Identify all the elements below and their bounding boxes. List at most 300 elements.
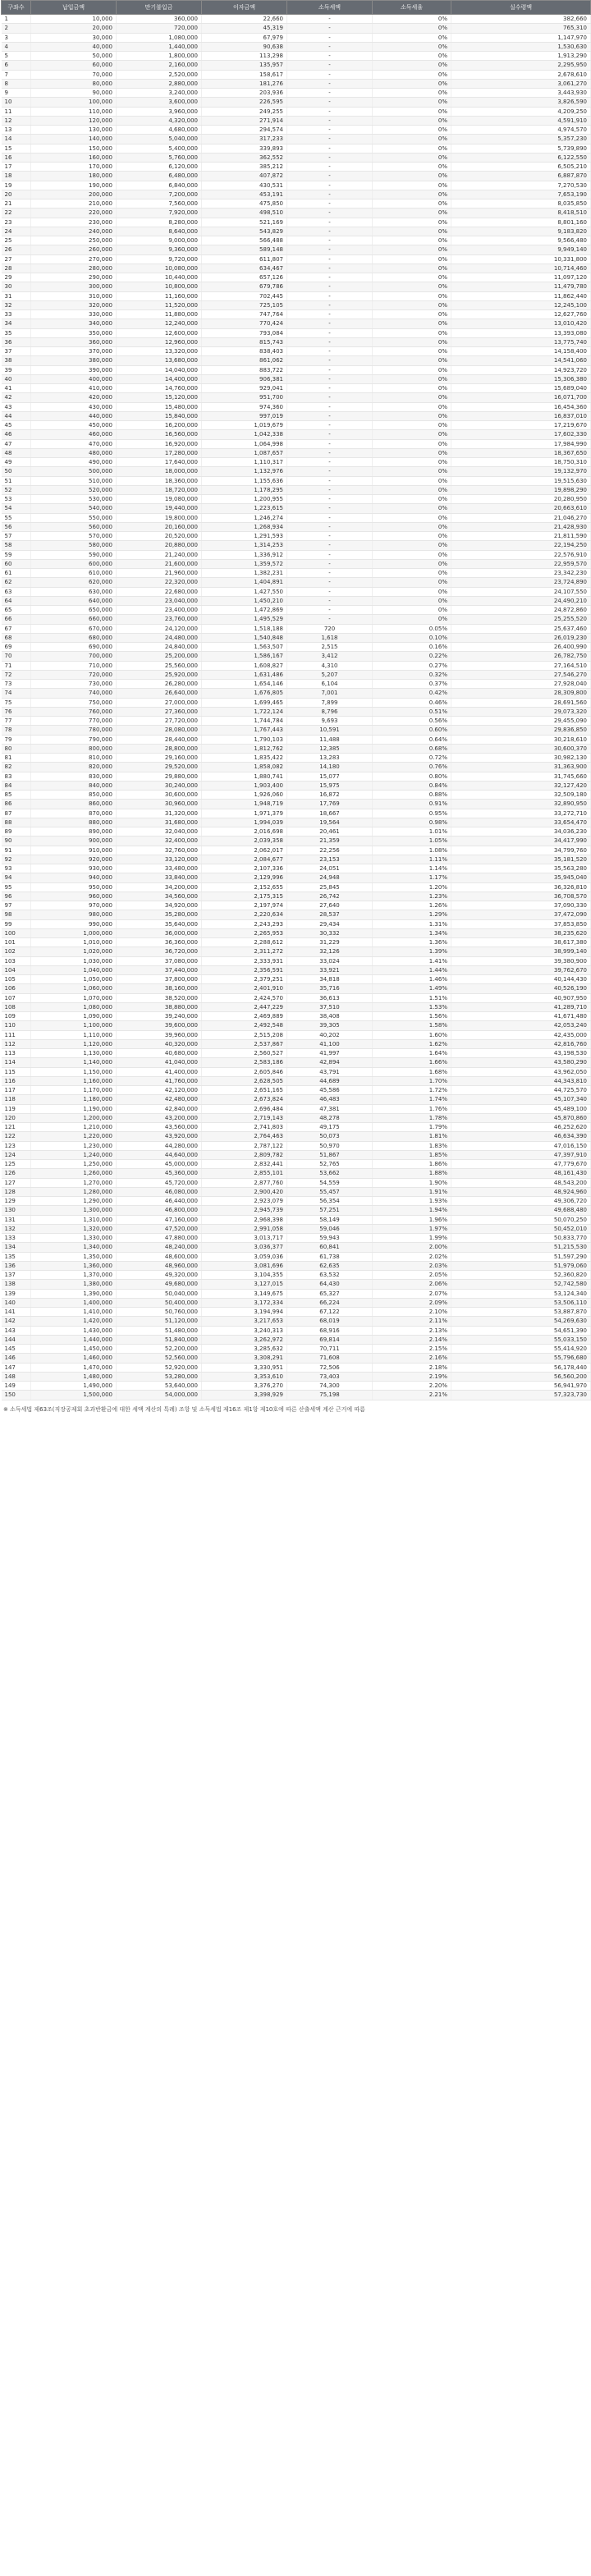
row-income-tax: 720 <box>287 624 373 633</box>
row-net-amount: 26,782,750 <box>451 652 591 661</box>
row-payment: 1,450,000 <box>31 1345 117 1354</box>
row-net-amount: 55,033,150 <box>451 1335 591 1344</box>
row-interest: 2,515,208 <box>202 1030 287 1039</box>
row-payment: 550,000 <box>31 513 117 522</box>
row-count: 40 <box>2 374 31 383</box>
row-tax-rate: 0.05% <box>373 624 451 633</box>
row-income-tax: - <box>287 291 373 300</box>
row-income-tax: - <box>287 541 373 550</box>
row-count: 21 <box>2 199 31 209</box>
row-payment: 380,000 <box>31 356 117 365</box>
table-row <box>2 624 591 633</box>
row-income-tax: 1,618 <box>287 633 373 642</box>
row-interest: 1,155,636 <box>202 476 287 485</box>
row-payment: 490,000 <box>31 458 117 467</box>
row-count: 117 <box>2 1086 31 1095</box>
row-payment: 1,270,000 <box>31 1178 117 1187</box>
table-row <box>2 384 591 393</box>
row-interest: 2,152,655 <box>202 882 287 892</box>
row-tax-rate: 0.72% <box>373 754 451 763</box>
row-net-amount: 17,984,990 <box>451 439 591 448</box>
row-count: 91 <box>2 846 31 855</box>
row-tax-rate: 0.22% <box>373 652 451 661</box>
row-payment: 530,000 <box>31 495 117 504</box>
row-count: 132 <box>2 1224 31 1233</box>
row-income-tax: 73,403 <box>287 1372 373 1381</box>
row-maturity-deposit: 36,720,000 <box>117 947 202 956</box>
row-net-amount: 57,323,730 <box>451 1391 591 1400</box>
row-payment: 270,000 <box>31 254 117 264</box>
row-maturity-deposit: 7,920,000 <box>117 209 202 218</box>
row-interest: 249,255 <box>202 107 287 116</box>
row-income-tax: - <box>287 374 373 383</box>
row-payment: 1,220,000 <box>31 1132 117 1141</box>
table-row <box>2 532 591 541</box>
row-income-tax: 60,841 <box>287 1243 373 1252</box>
row-net-amount: 37,090,330 <box>451 901 591 910</box>
table-row <box>2 1058 591 1067</box>
row-maturity-deposit: 47,880,000 <box>117 1234 202 1243</box>
row-income-tax: 46,483 <box>287 1095 373 1104</box>
table-row <box>2 24 591 33</box>
table-row <box>2 670 591 679</box>
row-tax-rate: 0% <box>373 181 451 190</box>
row-interest: 90,638 <box>202 42 287 51</box>
row-income-tax: 38,408 <box>287 1012 373 1021</box>
row-income-tax: 24,948 <box>287 873 373 882</box>
row-income-tax: - <box>287 532 373 541</box>
row-maturity-deposit: 48,960,000 <box>117 1261 202 1270</box>
row-count: 5 <box>2 52 31 61</box>
row-payment: 1,280,000 <box>31 1187 117 1196</box>
table-row <box>2 689 591 698</box>
table-row <box>2 1104 591 1113</box>
row-count: 24 <box>2 227 31 236</box>
row-net-amount: 29,836,850 <box>451 726 591 735</box>
row-interest: 3,398,929 <box>202 1391 287 1400</box>
row-income-tax: - <box>287 144 373 153</box>
row-maturity-deposit: 360,000 <box>117 15 202 24</box>
row-tax-rate: 0% <box>373 42 451 51</box>
row-net-amount: 24,872,860 <box>451 606 591 615</box>
table-row <box>2 356 591 365</box>
row-tax-rate: 1.76% <box>373 1104 451 1113</box>
row-net-amount: 54,651,390 <box>451 1326 591 1335</box>
row-interest: 2,379,251 <box>202 975 287 984</box>
row-income-tax: 8,796 <box>287 707 373 716</box>
row-payment: 540,000 <box>31 504 117 513</box>
row-interest: 1,042,338 <box>202 430 287 439</box>
row-maturity-deposit: 11,880,000 <box>117 310 202 319</box>
row-interest: 929,041 <box>202 384 287 393</box>
row-maturity-deposit: 33,480,000 <box>117 864 202 873</box>
header-maturity-deposit: 만기불입금 <box>117 1 202 15</box>
row-payment: 1,330,000 <box>31 1234 117 1243</box>
row-payment: 640,000 <box>31 596 117 605</box>
row-income-tax: 25,845 <box>287 882 373 892</box>
row-payment: 1,120,000 <box>31 1039 117 1048</box>
row-interest: 2,877,760 <box>202 1178 287 1187</box>
table-row <box>2 1012 591 1021</box>
row-income-tax: - <box>287 596 373 605</box>
table-row <box>2 439 591 448</box>
row-tax-rate: 1.31% <box>373 919 451 928</box>
row-maturity-deposit: 12,960,000 <box>117 337 202 346</box>
table-row <box>2 476 591 485</box>
row-net-amount: 40,144,430 <box>451 975 591 984</box>
row-tax-rate: 1.05% <box>373 837 451 846</box>
row-count: 140 <box>2 1298 31 1307</box>
row-count: 129 <box>2 1197 31 1206</box>
row-interest: 2,651,165 <box>202 1086 287 1095</box>
row-income-tax: 49,175 <box>287 1123 373 1132</box>
row-net-amount: 48,543,200 <box>451 1178 591 1187</box>
row-count: 127 <box>2 1178 31 1187</box>
row-income-tax: 51,867 <box>287 1150 373 1159</box>
row-payment: 940,000 <box>31 873 117 882</box>
row-maturity-deposit: 24,480,000 <box>117 633 202 642</box>
row-interest: 2,764,463 <box>202 1132 287 1141</box>
row-count: 39 <box>2 365 31 374</box>
row-net-amount: 25,255,520 <box>451 615 591 624</box>
table-row <box>2 910 591 919</box>
row-tax-rate: 1.60% <box>373 1030 451 1039</box>
row-payment: 1,340,000 <box>31 1243 117 1252</box>
table-row <box>2 1382 591 1391</box>
row-payment: 70,000 <box>31 70 117 79</box>
row-interest: 3,194,994 <box>202 1308 287 1317</box>
row-net-amount: 22,576,910 <box>451 550 591 559</box>
row-count: 75 <box>2 698 31 707</box>
row-net-amount: 35,181,520 <box>451 855 591 864</box>
row-maturity-deposit: 53,280,000 <box>117 1372 202 1381</box>
row-income-tax: - <box>287 347 373 356</box>
table-row <box>2 107 591 116</box>
table-row <box>2 485 591 494</box>
table-row <box>2 430 591 439</box>
row-interest: 951,700 <box>202 393 287 402</box>
table-row <box>2 827 591 837</box>
row-interest: 1,631,486 <box>202 670 287 679</box>
row-maturity-deposit: 3,960,000 <box>117 107 202 116</box>
row-count: 126 <box>2 1169 31 1178</box>
row-tax-rate: 1.83% <box>373 1141 451 1150</box>
row-net-amount: 18,750,310 <box>451 458 591 467</box>
row-payment: 60,000 <box>31 61 117 70</box>
row-payment: 140,000 <box>31 135 117 144</box>
row-maturity-deposit: 37,800,000 <box>117 975 202 984</box>
row-net-amount: 47,779,670 <box>451 1160 591 1169</box>
row-tax-rate: 1.49% <box>373 984 451 993</box>
row-income-tax: 29,434 <box>287 919 373 928</box>
row-tax-rate: 1.39% <box>373 947 451 956</box>
row-count: 71 <box>2 661 31 670</box>
row-interest: 997,019 <box>202 411 287 420</box>
row-payment: 990,000 <box>31 919 117 928</box>
table-row <box>2 273 591 282</box>
row-tax-rate: 2.20% <box>373 1382 451 1391</box>
row-payment: 400,000 <box>31 374 117 383</box>
row-income-tax: - <box>287 458 373 467</box>
row-tax-rate: 0.37% <box>373 680 451 689</box>
row-income-tax: - <box>287 70 373 79</box>
row-net-amount: 28,691,560 <box>451 698 591 707</box>
row-maturity-deposit: 30,960,000 <box>117 800 202 809</box>
row-maturity-deposit: 16,560,000 <box>117 430 202 439</box>
row-payment: 180,000 <box>31 172 117 181</box>
row-count: 74 <box>2 689 31 698</box>
row-interest: 815,743 <box>202 337 287 346</box>
table-row <box>2 70 591 79</box>
row-interest: 3,036,377 <box>202 1243 287 1252</box>
row-income-tax: 21,359 <box>287 837 373 846</box>
row-net-amount: 13,393,080 <box>451 328 591 337</box>
row-count: 86 <box>2 800 31 809</box>
row-payment: 580,000 <box>31 541 117 550</box>
row-count: 105 <box>2 975 31 984</box>
row-tax-rate: 1.58% <box>373 1021 451 1030</box>
row-maturity-deposit: 39,960,000 <box>117 1030 202 1039</box>
row-payment: 630,000 <box>31 587 117 596</box>
row-payment: 1,080,000 <box>31 1002 117 1011</box>
row-interest: 3,353,610 <box>202 1372 287 1381</box>
row-tax-rate: 0% <box>373 153 451 162</box>
row-count: 97 <box>2 901 31 910</box>
row-interest: 1,835,422 <box>202 754 287 763</box>
row-maturity-deposit: 2,880,000 <box>117 79 202 88</box>
row-payment: 970,000 <box>31 901 117 910</box>
row-interest: 2,628,505 <box>202 1076 287 1085</box>
row-payment: 1,410,000 <box>31 1308 117 1317</box>
row-count: 118 <box>2 1095 31 1104</box>
row-net-amount: 3,443,930 <box>451 89 591 98</box>
row-net-amount: 38,235,620 <box>451 928 591 937</box>
table-row <box>2 1169 591 1178</box>
row-maturity-deposit: 34,920,000 <box>117 901 202 910</box>
row-net-amount: 24,107,550 <box>451 587 591 596</box>
row-net-amount: 39,762,670 <box>451 965 591 974</box>
row-net-amount: 33,272,710 <box>451 809 591 818</box>
row-tax-rate: 0.32% <box>373 670 451 679</box>
row-tax-rate: 1.72% <box>373 1086 451 1095</box>
row-income-tax: 27,640 <box>287 901 373 910</box>
row-income-tax: 37,510 <box>287 1002 373 1011</box>
row-maturity-deposit: 38,520,000 <box>117 993 202 1002</box>
row-maturity-deposit: 28,080,000 <box>117 726 202 735</box>
row-net-amount: 22,959,570 <box>451 559 591 568</box>
row-maturity-deposit: 9,000,000 <box>117 236 202 245</box>
table-row <box>2 882 591 892</box>
row-interest: 521,169 <box>202 218 287 227</box>
row-maturity-deposit: 50,400,000 <box>117 1298 202 1307</box>
row-interest: 3,285,632 <box>202 1345 287 1354</box>
row-payment: 1,240,000 <box>31 1150 117 1159</box>
table-row <box>2 754 591 763</box>
row-payment: 1,110,000 <box>31 1030 117 1039</box>
row-tax-rate: 2.05% <box>373 1271 451 1280</box>
row-payment: 320,000 <box>31 300 117 309</box>
row-maturity-deposit: 24,120,000 <box>117 624 202 633</box>
row-income-tax: 59,943 <box>287 1234 373 1243</box>
row-net-amount: 49,306,720 <box>451 1197 591 1206</box>
row-count: 148 <box>2 1372 31 1381</box>
row-count: 121 <box>2 1123 31 1132</box>
savings-table <box>1 0 591 1400</box>
row-interest: 226,595 <box>202 98 287 107</box>
table-row <box>2 1298 591 1307</box>
row-interest: 2,401,910 <box>202 984 287 993</box>
row-net-amount: 37,853,850 <box>451 919 591 928</box>
row-income-tax: - <box>287 310 373 319</box>
row-interest: 770,424 <box>202 319 287 328</box>
row-net-amount: 46,252,620 <box>451 1123 591 1132</box>
row-tax-rate: 0% <box>373 254 451 264</box>
row-count: 116 <box>2 1076 31 1085</box>
row-net-amount: 47,397,910 <box>451 1150 591 1159</box>
row-payment: 440,000 <box>31 411 117 420</box>
row-count: 143 <box>2 1326 31 1335</box>
row-tax-rate: 0% <box>373 587 451 596</box>
row-count: 54 <box>2 504 31 513</box>
table-row <box>2 1335 591 1344</box>
table-row <box>2 1132 591 1141</box>
row-tax-rate: 0% <box>373 300 451 309</box>
row-tax-rate: 0.76% <box>373 763 451 772</box>
row-net-amount: 23,724,890 <box>451 578 591 587</box>
row-count: 146 <box>2 1354 31 1363</box>
row-net-amount: 37,472,090 <box>451 910 591 919</box>
row-net-amount: 51,215,530 <box>451 1243 591 1252</box>
row-income-tax: - <box>287 337 373 346</box>
row-income-tax: 11,488 <box>287 735 373 744</box>
row-income-tax: 5,207 <box>287 670 373 679</box>
row-count: 76 <box>2 707 31 716</box>
row-net-amount: 50,452,010 <box>451 1224 591 1233</box>
row-maturity-deposit: 38,160,000 <box>117 984 202 993</box>
row-tax-rate: 0% <box>373 52 451 61</box>
row-count: 137 <box>2 1271 31 1280</box>
row-interest: 1,064,998 <box>202 439 287 448</box>
row-interest: 1,427,550 <box>202 587 287 596</box>
row-income-tax: 47,381 <box>287 1104 373 1113</box>
row-maturity-deposit: 47,160,000 <box>117 1215 202 1224</box>
table-row <box>2 42 591 51</box>
row-payment: 1,100,000 <box>31 1021 117 1030</box>
row-count: 111 <box>2 1030 31 1039</box>
row-net-amount: 13,010,420 <box>451 319 591 328</box>
row-interest: 158,617 <box>202 70 287 79</box>
row-count: 125 <box>2 1160 31 1169</box>
row-maturity-deposit: 46,440,000 <box>117 1197 202 1206</box>
row-income-tax: - <box>287 448 373 457</box>
row-net-amount: 1,530,630 <box>451 42 591 51</box>
row-income-tax: - <box>287 52 373 61</box>
row-maturity-deposit: 10,800,000 <box>117 282 202 291</box>
row-maturity-deposit: 7,200,000 <box>117 190 202 199</box>
row-net-amount: 14,541,060 <box>451 356 591 365</box>
row-interest: 2,832,441 <box>202 1160 287 1169</box>
row-net-amount: 11,862,440 <box>451 291 591 300</box>
row-net-amount: 4,591,910 <box>451 116 591 125</box>
table-row <box>2 735 591 744</box>
row-maturity-deposit: 45,720,000 <box>117 1178 202 1187</box>
row-maturity-deposit: 51,480,000 <box>117 1326 202 1335</box>
row-interest: 1,268,934 <box>202 522 287 531</box>
row-net-amount: 41,289,710 <box>451 1002 591 1011</box>
row-income-tax: 2,515 <box>287 643 373 652</box>
row-income-tax: - <box>287 172 373 181</box>
row-income-tax: 33,921 <box>287 965 373 974</box>
row-payment: 1,050,000 <box>31 975 117 984</box>
table-row <box>2 892 591 901</box>
row-tax-rate: 2.07% <box>373 1289 451 1298</box>
row-count: 9 <box>2 89 31 98</box>
row-income-tax: 43,791 <box>287 1067 373 1076</box>
header-count: 구좌수 <box>2 1 31 15</box>
row-tax-rate: 0% <box>373 61 451 70</box>
row-payment: 470,000 <box>31 439 117 448</box>
row-payment: 220,000 <box>31 209 117 218</box>
row-count: 46 <box>2 430 31 439</box>
row-count: 4 <box>2 42 31 51</box>
row-net-amount: 17,602,330 <box>451 430 591 439</box>
row-income-tax: 30,332 <box>287 928 373 937</box>
row-net-amount: 54,269,630 <box>451 1317 591 1326</box>
row-income-tax: - <box>287 126 373 135</box>
row-interest: 634,467 <box>202 264 287 273</box>
row-net-amount: 45,107,340 <box>451 1095 591 1104</box>
row-net-amount: 7,270,530 <box>451 181 591 190</box>
header-payment: 납입금액 <box>31 1 117 15</box>
row-tax-rate: 1.20% <box>373 882 451 892</box>
row-interest: 294,574 <box>202 126 287 135</box>
row-maturity-deposit: 20,520,000 <box>117 532 202 541</box>
row-maturity-deposit: 16,200,000 <box>117 421 202 430</box>
row-interest: 3,262,972 <box>202 1335 287 1344</box>
row-count: 22 <box>2 209 31 218</box>
row-interest: 1,586,167 <box>202 652 287 661</box>
table-row <box>2 1067 591 1076</box>
table-row <box>2 411 591 420</box>
row-interest: 3,127,015 <box>202 1280 287 1289</box>
row-net-amount: 56,178,440 <box>451 1363 591 1372</box>
row-payment: 1,360,000 <box>31 1261 117 1270</box>
row-interest: 1,019,679 <box>202 421 287 430</box>
table-row <box>2 291 591 300</box>
row-net-amount: 47,016,150 <box>451 1141 591 1150</box>
row-income-tax: - <box>287 550 373 559</box>
row-maturity-deposit: 14,760,000 <box>117 384 202 393</box>
row-count: 66 <box>2 615 31 624</box>
row-net-amount: 42,816,760 <box>451 1039 591 1048</box>
row-tax-rate: 0.51% <box>373 707 451 716</box>
row-tax-rate: 2.14% <box>373 1335 451 1344</box>
row-net-amount: 21,811,590 <box>451 532 591 541</box>
row-count: 106 <box>2 984 31 993</box>
table-row <box>2 559 591 568</box>
row-net-amount: 43,198,530 <box>451 1049 591 1058</box>
row-payment: 1,180,000 <box>31 1095 117 1104</box>
row-income-tax: - <box>287 61 373 70</box>
table-row <box>2 984 591 993</box>
table-row <box>2 1289 591 1298</box>
row-tax-rate: 0% <box>373 135 451 144</box>
row-interest: 339,893 <box>202 144 287 153</box>
row-count: 145 <box>2 1345 31 1354</box>
row-interest: 2,900,420 <box>202 1187 287 1196</box>
row-count: 56 <box>2 522 31 531</box>
row-net-amount: 27,546,270 <box>451 670 591 679</box>
